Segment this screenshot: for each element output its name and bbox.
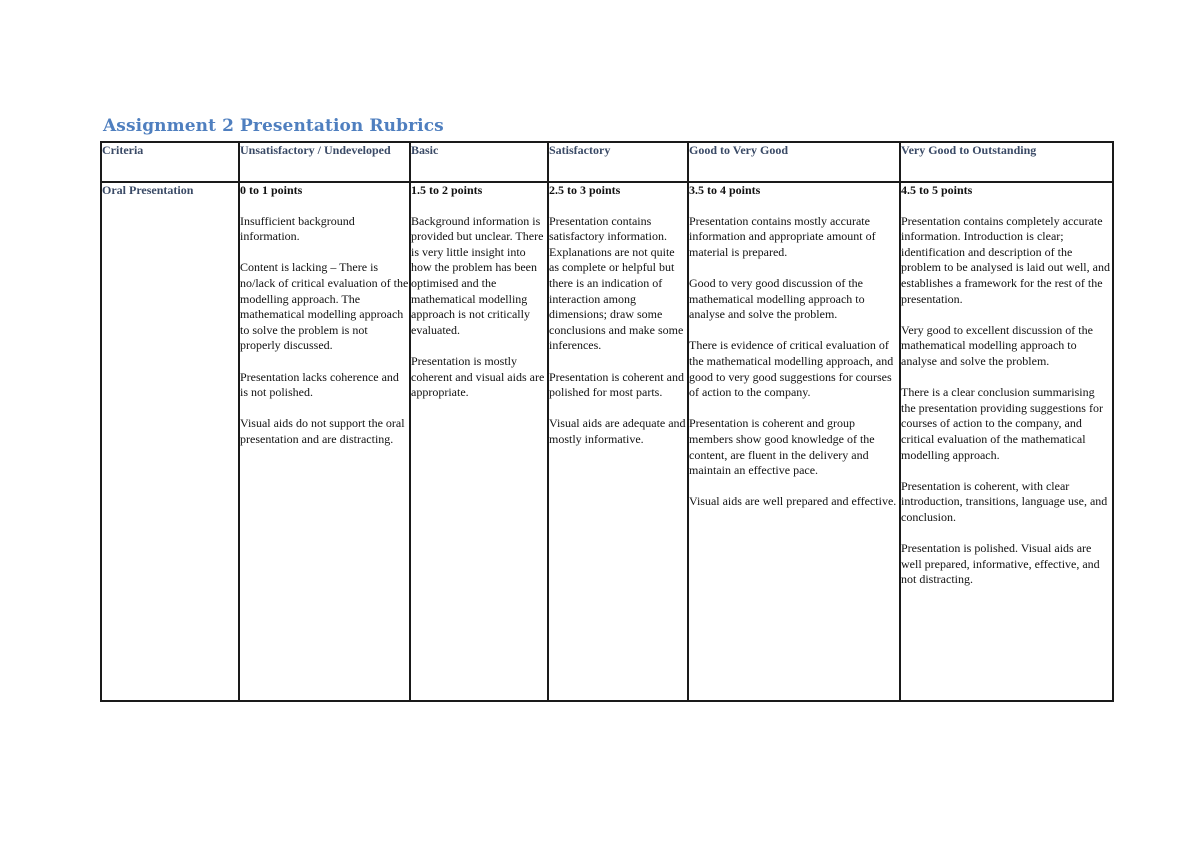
table-row bbox=[101, 182, 1113, 701]
description-paragraph: Background information is provided but unclear. There is very little insight into how the problem has been optimised and the mathematical modelling approach is not critically evaluated. bbox=[411, 213, 544, 337]
level-cell-satisfactory bbox=[548, 182, 688, 701]
description-paragraph: Presentation is mostly coherent and visual aids are appropriate. bbox=[411, 353, 545, 400]
header-row bbox=[101, 142, 1113, 182]
description-paragraph: Very good to excellent discussion of the mathematical modelling approach to analyse and solve the problem. bbox=[901, 322, 1093, 368]
description-paragraph: Presentation lacks coherence and is not polished. bbox=[240, 369, 399, 400]
level-cell-unsatisfactory bbox=[239, 182, 410, 701]
level-cell-good-to-very-good bbox=[688, 182, 900, 701]
description-paragraph: Visual aids are adequate and mostly informative. bbox=[549, 416, 686, 446]
description-paragraph: Presentation contains mostly accurate information and appropriate amount of material is prepared. bbox=[689, 213, 876, 259]
points-label: 2.5 to 3 points bbox=[549, 183, 621, 197]
criteria-cell bbox=[101, 182, 239, 701]
description-paragraph: Visual aids are well prepared and effective. bbox=[689, 494, 897, 509]
header-satisfactory: Satisfactory bbox=[548, 142, 688, 182]
points-label: 1.5 to 2 points bbox=[411, 183, 483, 197]
description-paragraph: Insufficient background information. bbox=[240, 213, 355, 244]
document-title: Assignment 2 Presentation Rubrics bbox=[103, 116, 444, 136]
description-paragraph: Presentation contains completely accurate information. Introduction is clear; identification and description of the problem to be analysed is laid out well, and establishes a framework for the rest of the presentation. bbox=[901, 213, 1110, 306]
header-very-good-to-outstanding: Very Good to Outstanding bbox=[900, 142, 1113, 182]
rubric-table bbox=[100, 141, 1114, 702]
description-paragraph: Presentation is coherent and polished for most parts. bbox=[549, 369, 684, 400]
description-paragraph: Content is lacking – There is no/lack of critical evaluation of the modelling approach. The mathematical modelling approach to solve the problem is not properly discussed. bbox=[240, 260, 409, 353]
header-unsatisfactory: Unsatisfactory / Undeveloped bbox=[239, 142, 410, 182]
level-cell-basic bbox=[410, 182, 548, 701]
points-label: 0 to 1 points bbox=[240, 183, 303, 197]
header-criteria: Criteria bbox=[101, 142, 239, 182]
points-label: 4.5 to 5 points bbox=[901, 183, 973, 197]
criteria-label: Oral Presentation bbox=[102, 183, 194, 197]
level-cell-very-good-to-outstanding bbox=[900, 182, 1113, 701]
description-paragraph: Presentation contains satisfactory information. Explanations are not quite as complete or helpful but there is an indication of interaction among dimensions; draw some conclusions and make some inferences. bbox=[549, 213, 684, 353]
description-paragraph: There is a clear conclusion summarising the presentation providing suggestions for courses of action to the company, and critical evaluation of the mathematical modelling approach. bbox=[901, 385, 1103, 462]
header-good-to-very-good: Good to Very Good bbox=[688, 142, 900, 182]
description-paragraph: Presentation is coherent, with clear introduction, transitions, language use, and conclusion. bbox=[901, 478, 1108, 524]
header-basic: Basic bbox=[410, 142, 548, 182]
description-paragraph: Presentation is coherent and group members show good knowledge of the content, are fluent in the delivery and maintain an effective pace. bbox=[689, 416, 875, 478]
description-paragraph: Good to very good discussion of the mathematical modelling approach to analyse and solve the problem. bbox=[689, 275, 865, 322]
points-label: 3.5 to 4 points bbox=[689, 183, 761, 197]
description-paragraph: Presentation is polished. Visual aids are well prepared, informative, effective, and not distracting. bbox=[901, 541, 1100, 587]
description-paragraph: There is evidence of critical evaluation of the mathematical modelling approach, and good to very good suggestions for courses of action to the company. bbox=[689, 338, 894, 400]
description-paragraph: Visual aids do not support the oral presentation and are distracting. bbox=[240, 416, 405, 446]
